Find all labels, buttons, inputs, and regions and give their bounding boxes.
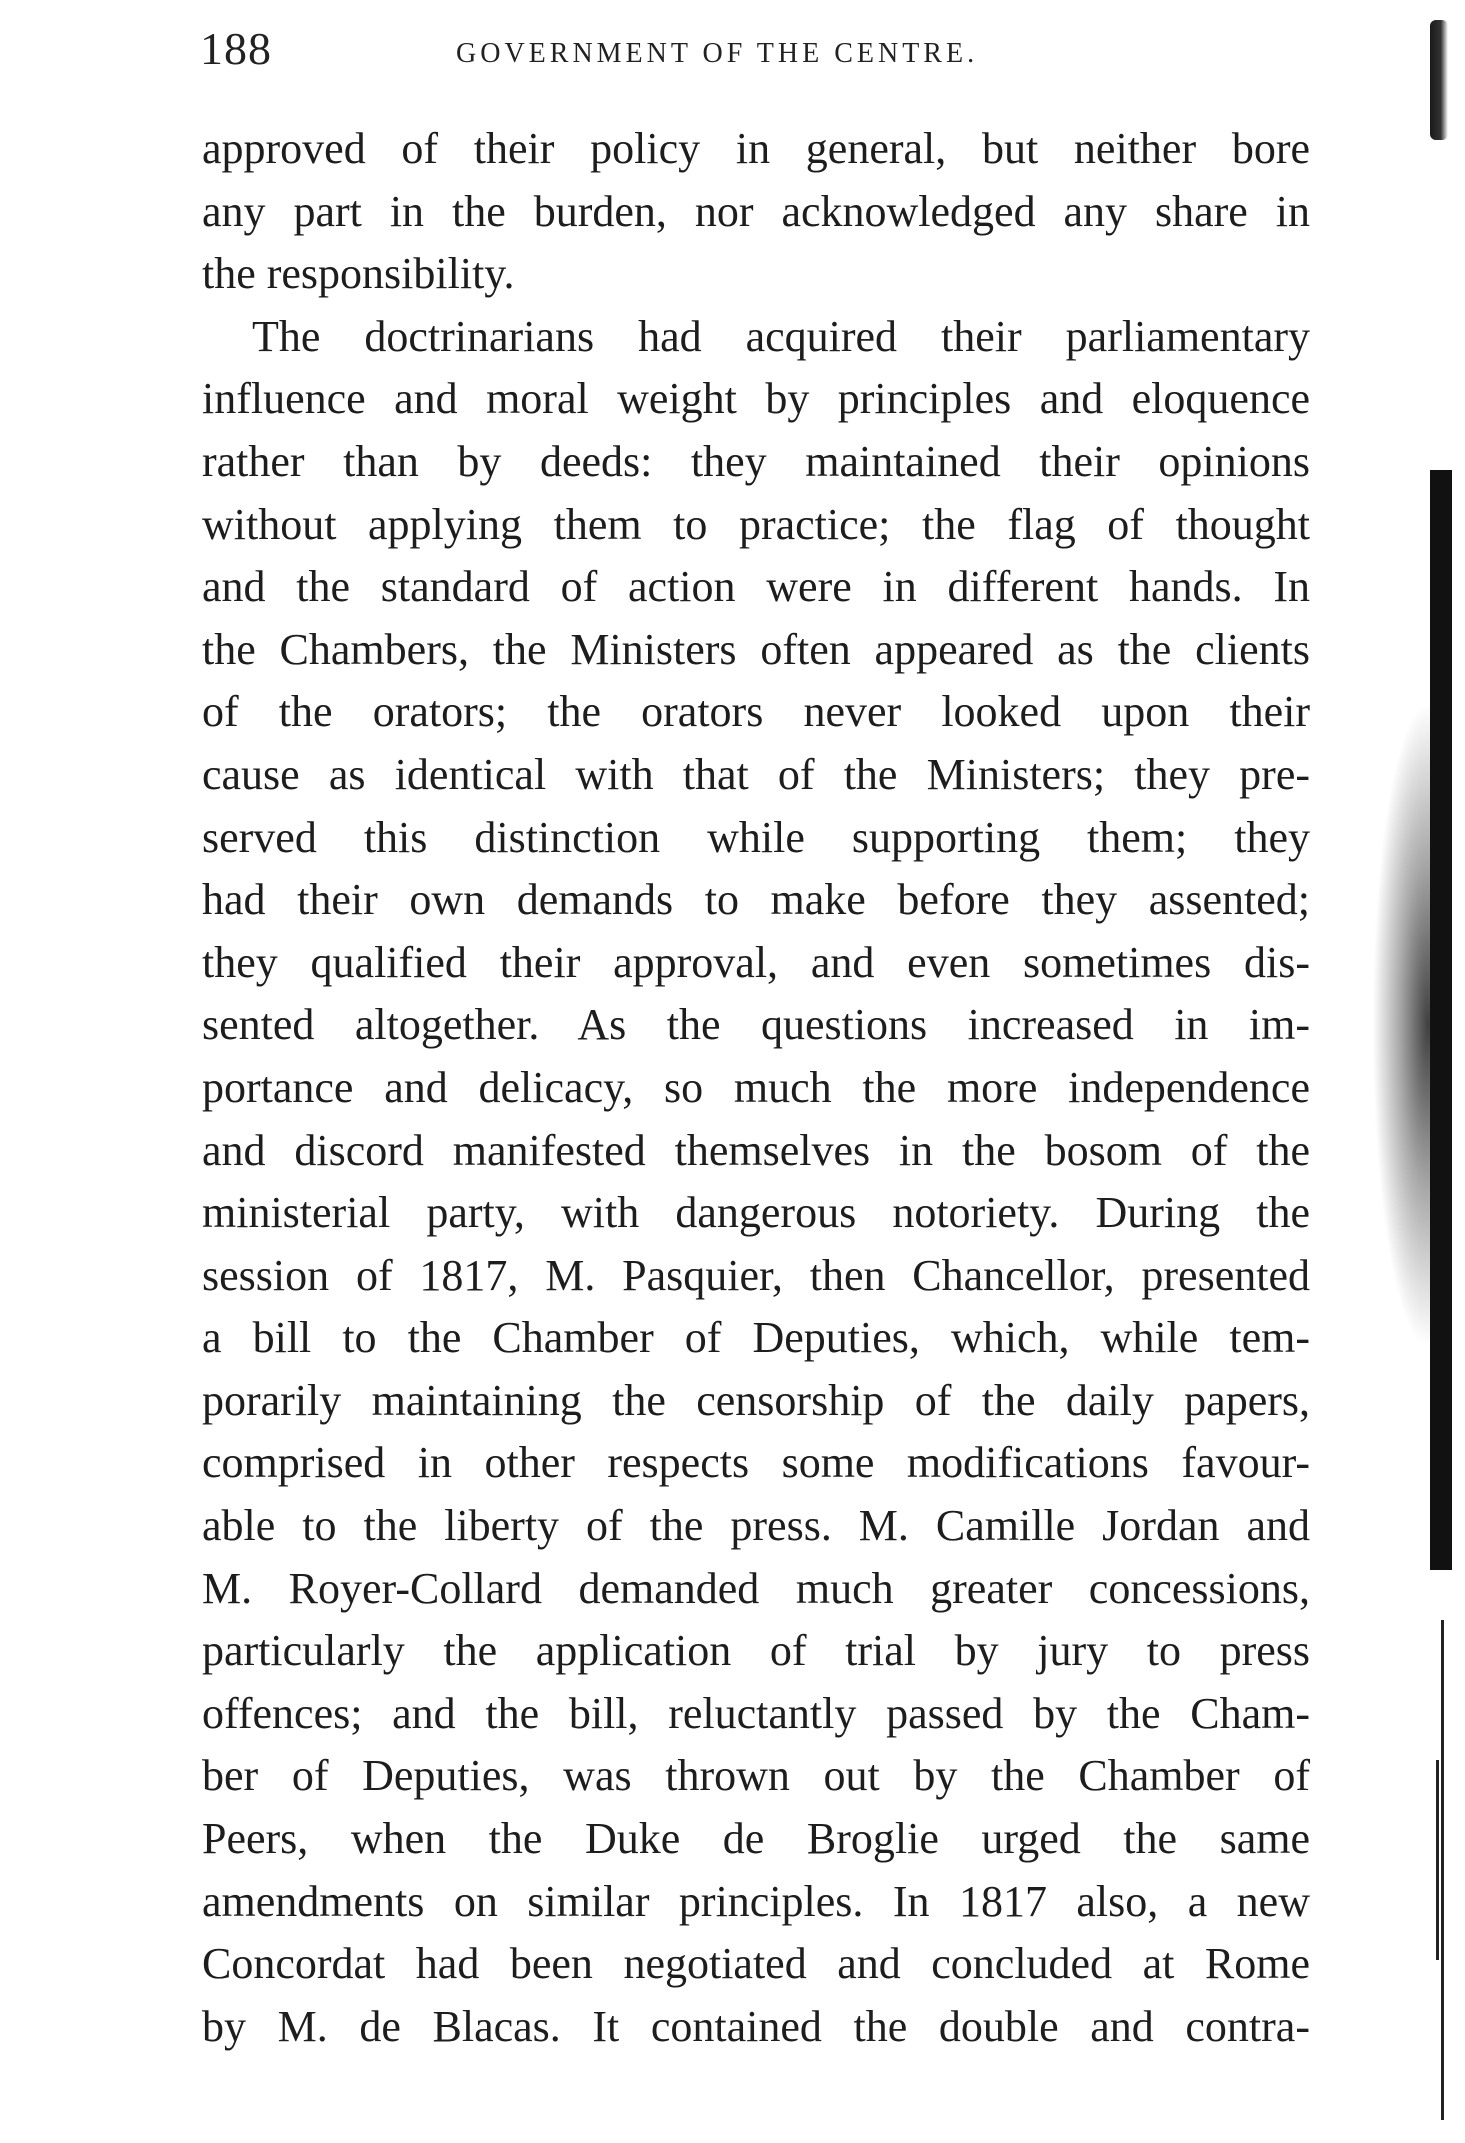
text-line: and discord manifested themselves in the bosom of the [202,1125,1310,1175]
text-line: the Chambers, the Ministers often appeared as the clients [202,624,1310,674]
page-number: 188 [200,23,272,74]
text-line: portance and delicacy, so much the more independence [202,1062,1310,1112]
text-line: and the standard of action were in different hands. In [202,562,1310,612]
text-line: Concordat had been negotiated and concluded at Rome [202,1939,1310,1989]
text-line: any part in the burden, nor acknowledged any share in [202,186,1310,236]
text-line: comprised in other respects some modifications favour- [202,1438,1310,1488]
text-line: ministerial party, with dangerous notoriety. During the [202,1188,1310,1238]
text-line: M. Royer-Collard demanded much greater concessions, [202,1563,1310,1613]
text-line: they qualified their approval, and even sometimes dis- [202,937,1310,987]
text-line: session of 1817, M. Pasquier, then Chancellor, presented [202,1250,1310,1300]
text-line: influence and moral weight by principles and eloquence [202,374,1310,424]
text-line: porarily maintaining the censorship of the daily papers, [202,1375,1310,1425]
text-line: amendments on similar principles. In 1817 also, a new [202,1876,1310,1926]
text-line: by M. de Blacas. It contained the double and contra- [202,2001,1310,2051]
running-title: GOVERNMENT OF THE CENTRE. [456,38,979,69]
text-line: a bill to the Chamber of Deputies, which, while tem- [202,1313,1310,1363]
text-line: served this distinction while supporting them; they [202,812,1310,862]
text-line: approved of their policy in general, but neither bore [202,124,1310,173]
scan-shadow-bar [1430,470,1452,1570]
scan-edge-line [1441,1620,1444,2120]
text-line: of the orators; the orators never looked upon their [202,687,1310,737]
text-line: Peers, when the Duke de Broglie urged the same [202,1814,1310,1864]
text-line: rather than by deeds: they maintained their opinions [202,436,1310,486]
text-line: ber of Deputies, was thrown out by the Chamber of [202,1751,1310,1801]
running-header [200,22,1310,82]
text-line: offences; and the bill, reluctantly passed by the Cham- [202,1688,1310,1738]
text-line: able to the liberty of the press. M. Camille Jordan and [202,1501,1310,1551]
text-line: sented altogether. As the questions increased in im- [202,1000,1310,1050]
text-line: the responsibility. [202,249,515,299]
scan-shadow-top [1430,20,1448,140]
text-line: particularly the application of trial by jury to press [202,1626,1310,1676]
text-line: without applying them to practice; the flag of thought [202,499,1310,549]
scan-edge-line [1436,1760,1439,1960]
body-text [202,118,1310,2058]
text-line: had their own demands to make before they assented; [202,875,1310,925]
paragraph-start-line: The doctrinarians had acquired their parliamentary [252,311,1310,361]
text-line: cause as identical with that of the Ministers; they pre- [202,749,1310,799]
